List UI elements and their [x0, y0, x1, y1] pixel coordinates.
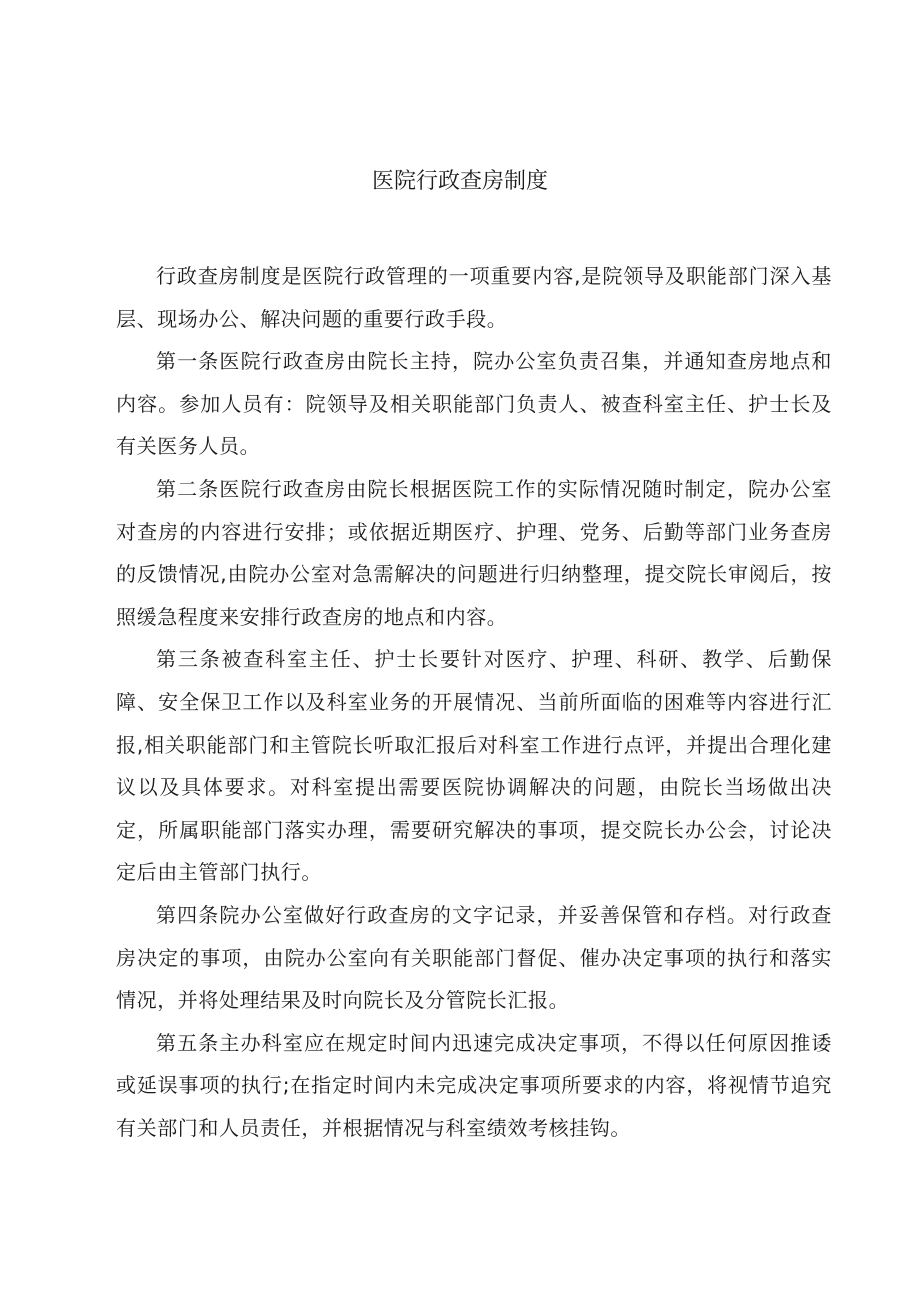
paragraph-article-4: 第四条院办公室做好行政查房的文字记录，并妥善保管和存档。对行政查房决定的事项，由院办公室向有关职能部门督促、催办决定事项的执行和落实情况，并将处理结果及时向院长及分管院长汇报。 — [116, 902, 832, 1013]
document-body — [116, 255, 832, 1149]
paragraph-article-3: 第三条被查科室主任、护士长要针对医疗、护理、科研、教学、后勤保障、安全保卫工作以及科室业务的开展情况、当前所面临的困难等内容进行汇报,相关职能部门和主管院长听取汇报后对科室工作进行点评，并提出合理化建议以及具体要求。对科室提出需要医院协调解决的问题，由院长当场做出决定，所属职能部门落实办理，需要研究解决的事项，提交院长办公会，讨论决定后由主管部门执行。 — [116, 647, 832, 885]
paragraph-intro: 行政查房制度是医院行政管理的一项重要内容,是院领导及职能部门深入基层、现场办公、解决问题的重要行政手段。 — [116, 264, 832, 331]
paragraph-article-5: 第五条主办科室应在规定时间内迅速完成决定事项，不得以任何原因推诿或延误事项的执行;在指定时间内未完成决定事项所要求的内容，将视情节追究有关部门和人员责任，并根据情况与科室绩效考核挂钩。 — [116, 1030, 832, 1140]
paragraph-article-1: 第一条医院行政查房由院长主持，院办公室负责召集，并通知查房地点和内容。参加人员有：院领导及相关职能部门负责人、被查科室主任、护士长及有关医务人员。 — [116, 349, 832, 459]
document-title: 医院行政查房制度 — [371, 169, 548, 194]
paragraph-article-2: 第二条医院行政查房由院长根据医院工作的实际情况随时制定，院办公室对查房的内容进行安排；或依据近期医疗、护理、党务、后勤等部门业务查房的反馈情况,由院办公室对急需解决的问题进行归纳整理，提交院长审阅后，按照缓急程度来安排行政查房的地点和内容。 — [116, 476, 832, 629]
